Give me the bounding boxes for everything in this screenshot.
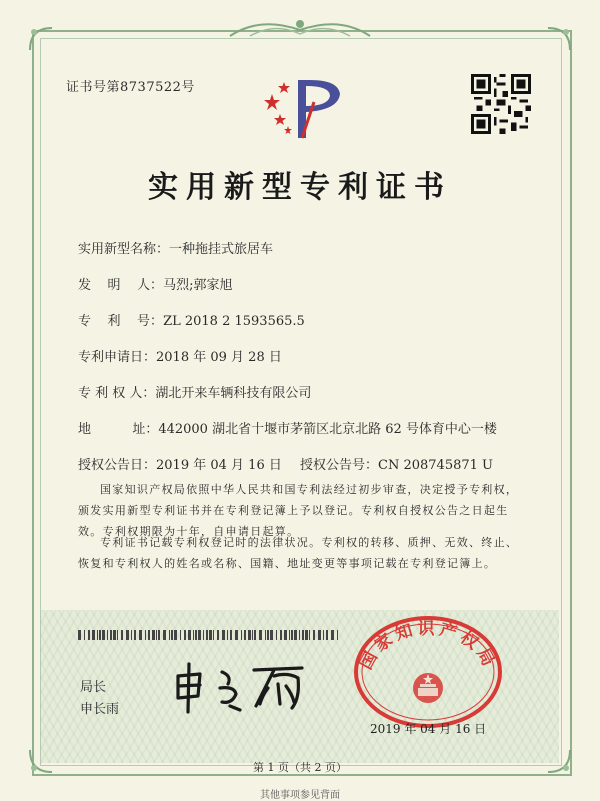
seal-date: 2019 年 04 月 16 日 [370,722,487,736]
field-grant-date [78,454,282,473]
field-grant-number [300,454,493,473]
field-value: 一种拖挂式旅居车 [169,242,274,257]
signature-strokes [170,658,315,716]
field-label: 专利申请日： [78,350,157,365]
field-value: 442000 湖北省十堰市茅箭区北京北路 62 号体育中心一楼 [158,422,497,437]
field-value: CN 208745871 U [378,458,493,473]
certificate-title: 实用新型专利证书 [148,170,452,205]
footer-note: 其他事项参见背面 [260,790,340,801]
signature-role: 局长 [80,680,107,695]
field-patent-number [78,310,305,329]
corner-ornament-tl [26,24,56,54]
field-address [78,418,497,437]
field-label: 专 利 号： [78,314,164,329]
field-value: 湖北开来车辆科技有限公司 [155,386,312,401]
field-utility-model-name [78,238,273,257]
national-emblem-icon [413,673,443,703]
corner-ornament-tr [544,24,574,54]
field-label: 实用新型名称： [78,242,170,257]
top-ornament [220,14,380,42]
patent-office-logo-icon [258,72,358,142]
qr-code-icon [471,74,531,134]
handwritten-signature [170,658,315,716]
field-value: ZL 2018 2 1593565.5 [163,314,305,329]
field-value: 2019 年 04 月 16 日 [156,458,282,473]
signature-name: 申长雨 [80,702,120,717]
field-label: 授权公告号： [300,458,379,473]
field-patentee [78,382,311,401]
page-number: 第 1 页（共 2 页） [253,761,347,774]
field-label: 授权公告日： [78,458,157,473]
field-label: 发 明 人： [78,278,164,293]
field-label: 专 利 权 人： [78,386,156,401]
certificate-number: 证书号第8737522号 [66,80,195,95]
field-value: 2018 年 09 月 28 日 [156,350,282,365]
field-value: 马烈;郭家旭 [163,278,233,293]
field-inventor [78,274,232,293]
paragraph-legal-status: 专利证书记载专利权登记时的法律状况。专利权的转移、质押、无效、终止、恢复和专利权人的姓名或名称、国籍、地址变更等事项记载在专利登记簿上。 [78,536,519,570]
official-seal [348,616,508,734]
paragraph-grant-statement: 国家知识产权局依照中华人民共和国专利法经过初步审查，决定授予专利权，颁发实用新型专利证书并在专利登记簿上予以登记。专利权自授权公告之日起生效。专利权期限为十年，自申请日起算。 [78,483,519,538]
field-application-date [78,346,282,365]
field-label: 地 址： [78,422,159,437]
seal-text: 国家知识产权局 [356,619,500,673]
barcode [78,630,340,640]
